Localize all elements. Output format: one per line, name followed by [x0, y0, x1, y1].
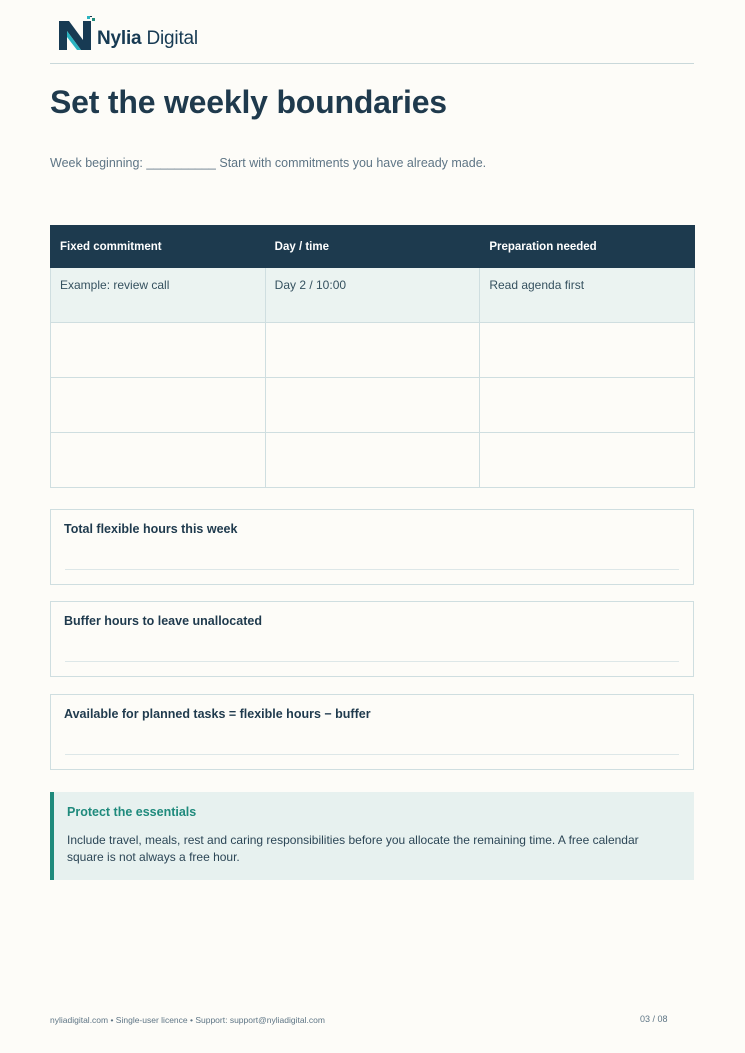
essentials-callout	[50, 792, 694, 880]
flexible-hours-box	[50, 509, 694, 585]
page-number: 03 / 08	[640, 1014, 668, 1024]
table-cell-input[interactable]	[51, 433, 266, 488]
table-cell-input[interactable]	[51, 323, 266, 378]
table-cell-input[interactable]	[265, 378, 480, 433]
header-divider	[50, 63, 694, 64]
column-header-day-time: Day / time	[265, 226, 480, 268]
available-hours-answer-line[interactable]	[65, 754, 679, 755]
table-row	[51, 323, 695, 378]
buffer-hours-answer-line[interactable]	[65, 661, 679, 662]
table-cell: Example: review call	[51, 268, 266, 323]
column-header-fixed-commitment: Fixed commitment	[51, 226, 266, 268]
flexible-hours-answer-line[interactable]	[65, 569, 679, 570]
footer-text: nyliadigital.com • Single-user licence • Support: support@nyliadigital.com	[50, 1015, 325, 1025]
table-row	[51, 378, 695, 433]
brand-wordmark: Nylia Digital	[97, 28, 198, 49]
table-cell-input[interactable]	[480, 378, 695, 433]
table-header-row	[51, 226, 695, 268]
callout-title: Protect the essentials	[67, 805, 197, 819]
buffer-hours-box	[50, 601, 694, 677]
table-row-example	[51, 268, 695, 323]
week-intro: Week beginning: __________ Start with commitments you have already made.	[50, 156, 487, 170]
callout-body: Include travel, meals, rest and caring responsibilities before you allocate the remaining time. A free calendar square is not always a free hour.	[67, 833, 639, 864]
table-cell-input[interactable]	[480, 323, 695, 378]
table-cell-input[interactable]	[480, 433, 695, 488]
table-cell-input[interactable]	[265, 323, 480, 378]
available-hours-box	[50, 694, 694, 770]
table-cell: Day 2 / 10:00	[265, 268, 480, 323]
buffer-hours-label: Buffer hours to leave unallocated	[64, 614, 262, 628]
table-cell: Read agenda first	[480, 268, 695, 323]
table-row	[51, 433, 695, 488]
flexible-hours-label: Total flexible hours this week	[64, 522, 238, 536]
table-cell-input[interactable]	[265, 433, 480, 488]
column-header-preparation: Preparation needed	[480, 226, 695, 268]
commitments-table	[50, 225, 695, 488]
page-title: Set the weekly boundaries	[50, 84, 447, 120]
table-cell-input[interactable]	[51, 378, 266, 433]
available-hours-label: Available for planned tasks = flexible hours − buffer	[64, 707, 371, 721]
nylia-logo-mark-icon	[59, 16, 95, 50]
